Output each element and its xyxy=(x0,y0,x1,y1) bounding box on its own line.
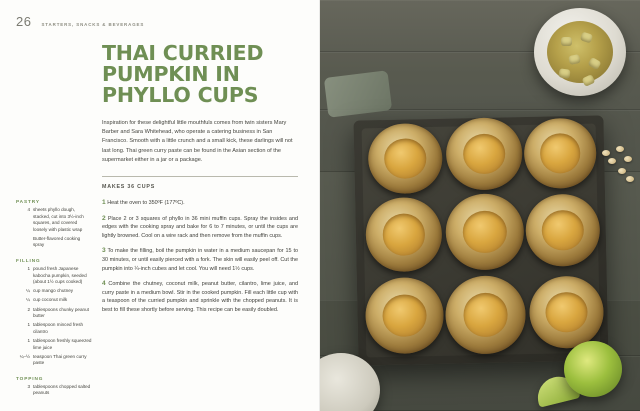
recipe-step xyxy=(102,215,298,241)
ingredient-row xyxy=(16,266,92,286)
ingredient-amount xyxy=(16,236,33,249)
recipe-headnote: Inspiration for these delightful little mouthfuls comes from twin sisters Mary Barber and Sara Whitehead, who operate a catering business in San Francisco. Smooth with a little crunch and a small kick, these darlings will not last long. Thai green curry paste can be found in the Asian section of the supermarket either in a jar or a package. xyxy=(102,120,293,163)
divider-rule xyxy=(102,176,298,177)
ingredient-amount: 1 xyxy=(27,337,30,343)
phyllo-cup xyxy=(529,275,604,349)
recipe-yield: MAKES 36 CUPS xyxy=(102,184,156,191)
right-photo-page xyxy=(320,0,640,411)
ingredient-row xyxy=(16,236,92,249)
step-text: To make the filling, boil the pumpkin in water in a medium saucepan for 15 to 30 minutes, or until easily pierced with a fork. The skin will easily peel off. Cut the pumpkin into ¼-inch cubes and let cool. You will need 1½ cups. xyxy=(102,248,298,272)
lime xyxy=(564,341,622,397)
phyllo-cup xyxy=(445,275,527,355)
ingredient-group-heading: FILLING xyxy=(16,258,41,264)
ingredient-text: pound fresh Japanese kabocha pumpkin, seeded (about 1½ cups cooked) xyxy=(33,266,87,285)
recipe-step xyxy=(102,247,298,273)
ingredient-group xyxy=(16,199,92,249)
ingredient-group-heading: TOPPING xyxy=(16,375,44,381)
ingredient-row xyxy=(16,384,92,397)
ingredient-amount: 1 xyxy=(27,322,30,328)
ingredient-amount: ¼ xyxy=(26,297,30,303)
ingredient-group xyxy=(16,258,92,367)
chutney-bowl xyxy=(534,8,626,96)
ingredient-amount: 2 xyxy=(27,306,30,312)
ingredient-amount: ¼–½ xyxy=(19,353,30,359)
ingredient-text: cup coconut milk xyxy=(33,297,68,303)
ingredient-text: Butter-flavored cooking spray xyxy=(33,235,81,248)
step-text: Combine the chutney, coconut milk, peanut butter, cilantro, lime juice, and curry paste in a medium bowl. Stir in the cooked pumpkin. Fill each little cup with a teaspoon of the curried pumpkin and sprinkle with the chopped peanuts. It is best to fill these shortly before serving. This recipe can be easily doubled. xyxy=(102,281,298,313)
ingredient-text: tablespoon freshly squeezed lime juice xyxy=(33,337,92,350)
peanut xyxy=(624,156,632,162)
ingredient-text: tablespoons chunky peanut butter xyxy=(33,306,89,319)
phyllo-cup xyxy=(365,277,445,355)
ingredient-row xyxy=(16,354,92,367)
step-number: 2 xyxy=(102,214,106,222)
step-number: 3 xyxy=(102,247,106,255)
peanut xyxy=(618,168,626,174)
recipe-step xyxy=(102,280,298,314)
page-header xyxy=(16,14,304,29)
ingredient-text: cup mango chutney xyxy=(33,288,74,294)
ingredient-text: tablespoon minced fresh cilantro xyxy=(33,322,84,334)
ingredient-text: teaspoon Thai green curry paste xyxy=(33,353,87,366)
ingredient-row xyxy=(16,322,92,335)
step-number: 1 xyxy=(102,199,106,207)
ingredient-row xyxy=(16,297,92,304)
recipe-photo xyxy=(320,0,640,411)
phyllo-cup xyxy=(523,118,596,189)
ingredient-row xyxy=(16,288,92,295)
muffin-tin xyxy=(353,115,608,365)
phyllo-cup xyxy=(368,123,443,195)
peanut xyxy=(616,146,624,152)
ingredient-group xyxy=(16,376,92,397)
ingredient-row xyxy=(16,307,92,320)
step-text: Heat the oven to 350ºF (177ºC). xyxy=(107,200,185,207)
recipe-step xyxy=(102,199,298,208)
ingredient-amount: ¼ xyxy=(26,288,30,294)
recipe-title: THAI CURRIED PUMPKIN IN PHYLLO CUPS xyxy=(102,41,264,107)
ingredient-amount: 1 xyxy=(27,266,30,272)
title-block xyxy=(16,43,304,165)
page-number: 26 xyxy=(16,14,32,29)
phyllo-cup xyxy=(525,194,600,268)
ingredients-column xyxy=(16,199,92,406)
peanut xyxy=(626,176,634,182)
ingredient-amount: 4 xyxy=(27,207,30,213)
kitchen-cloth xyxy=(324,70,392,118)
phyllo-cup xyxy=(365,197,443,273)
step-number: 4 xyxy=(102,280,106,288)
chutney xyxy=(547,21,613,83)
peanut xyxy=(608,158,616,164)
steps-column xyxy=(102,199,298,406)
muffin-tin-inner xyxy=(362,124,601,358)
ingredient-text: tablespoons chopped salted peanuts xyxy=(33,383,91,396)
peanut xyxy=(602,150,610,156)
ingredient-row xyxy=(16,338,92,351)
phyllo-cup xyxy=(445,117,522,191)
ingredient-group-heading: PASTRY xyxy=(16,199,40,205)
ingredient-text: sheets phyllo dough, stacked, cut into 3½-inch squares, and covered loosely with plastic wrap xyxy=(33,207,84,232)
ingredient-amount: 3 xyxy=(27,383,30,389)
recipe-body xyxy=(16,199,304,406)
running-head: STARTERS, SNACKS & BEVERAGES xyxy=(41,22,145,27)
ingredient-row xyxy=(16,207,92,233)
step-text: Place 2 or 3 squares of phyllo in 36 mini muffin cups. Spray the insides and edges with the cooking spray and bake for 6 to 7 minutes, or until the cups are lightly browned. Cool on a wire rack and then remove from the muffin cups. xyxy=(102,215,299,239)
phyllo-cup xyxy=(445,193,525,271)
